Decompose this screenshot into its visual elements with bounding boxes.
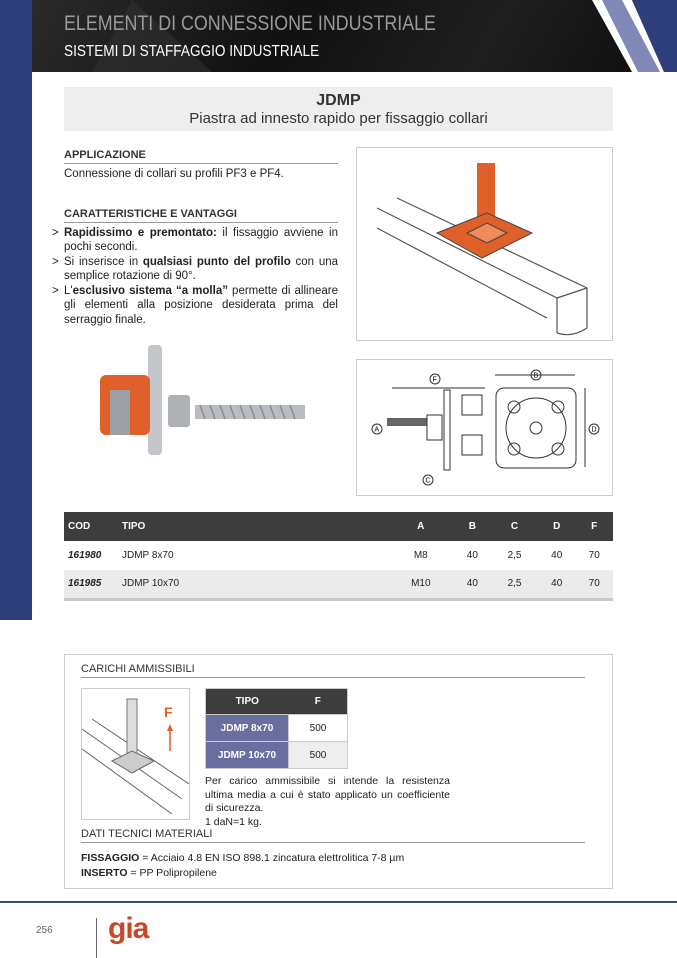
loads-panel (64, 654, 613, 889)
dimension-drawing (356, 359, 613, 496)
dim-d-label: D (591, 426, 597, 434)
header-banner (32, 0, 677, 72)
caratteristiche-heading: CARATTERISTICHE E VANTAGGI (64, 208, 338, 223)
feature-item: > L'esclusivo sistema “a molla” permette di allineare gli elementi alla posizione desiderata prima del serraggio finale. (64, 284, 338, 328)
subcategory-title: SISTEMI DI STAFFAGGIO INDUSTRIALE (64, 43, 320, 60)
loads-note: Per carico ammissibile si intende la resistenza ultima media a cui è stato applicato un coefficiente di sicurezza. 1 daN=1 kg. (205, 775, 450, 828)
material-item: INSERTO = PP Polipropilene (81, 867, 217, 879)
installation-drawing (356, 147, 613, 341)
dim-a-label: A (374, 426, 380, 434)
table-row: 161980 JDMP 8x70 M8 40 2,5 40 70 (68, 550, 600, 561)
dim-c-label: C (425, 477, 431, 485)
force-label: F (164, 704, 173, 720)
materials-list (81, 851, 404, 881)
product-code: JDMP (316, 92, 361, 109)
feature-item: > Si inserisce in qualsiasi punto del profilo con una semplice rotazione di 90°. (64, 255, 338, 284)
side-strip (0, 0, 32, 620)
table-row: JDMP 8x70 500 (206, 715, 348, 742)
product-title-box (64, 87, 613, 131)
table-row: 161985 JDMP 10x70 M10 40 2,5 40 70 (64, 570, 613, 599)
gia-logo: gia (108, 912, 149, 945)
table-header: COD TIPO A B C D F (64, 512, 613, 541)
product-description: Piastra ad innesto rapido per fissaggio collari (189, 110, 488, 127)
page-number: 256 (36, 925, 53, 936)
dim-b-label: B (533, 372, 539, 380)
footer-line (0, 901, 677, 903)
product-photo (60, 335, 320, 475)
loads-table: TIPO F JDMP 8x70 500 JDMP 10x70 500 (205, 688, 348, 769)
load-drawing (81, 688, 190, 820)
material-item: FISSAGGIO = Acciaio 4.8 EN ISO 898.1 zincatura elettrolitica 7-8 µm (81, 852, 405, 864)
table-row: JDMP 10x70 500 (206, 742, 348, 769)
materiali-heading: DATI TECNICI MATERIALI (81, 828, 585, 843)
applicazione-text: Connessione di collari su profili PF3 e PF4. (64, 168, 284, 180)
feature-item: > Rapidissimo e premontato: il fissaggio avviene in pochi secondi. (64, 226, 338, 255)
carichi-heading: CARICHI AMMISSIBILI (81, 663, 585, 678)
product-table (64, 512, 613, 601)
footer-divider (96, 918, 97, 958)
features-list (64, 226, 338, 328)
dim-f-label: F (432, 376, 437, 384)
category-title: ELEMENTI DI CONNESSIONE INDUSTRIALE (64, 12, 436, 35)
info-column (64, 149, 338, 327)
applicazione-heading: APPLICAZIONE (64, 149, 338, 164)
